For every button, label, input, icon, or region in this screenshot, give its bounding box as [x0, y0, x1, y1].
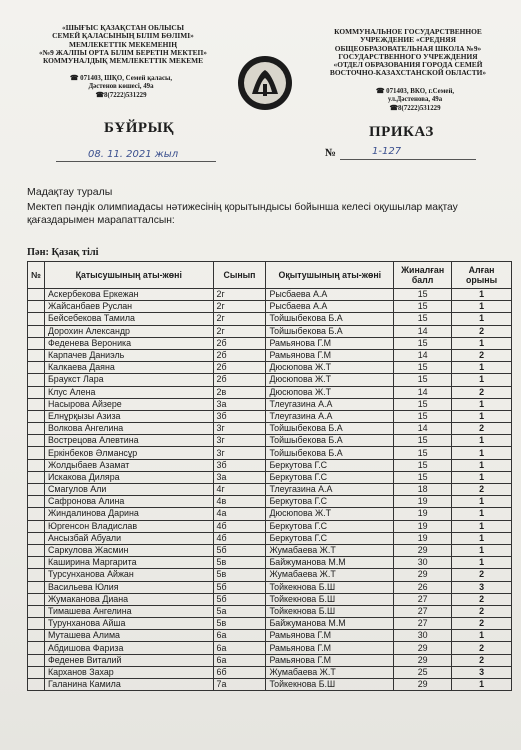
row-number — [28, 435, 45, 447]
title-kz: БҰЙРЫҚ — [104, 120, 175, 136]
table-row — [28, 301, 512, 313]
table-row — [28, 374, 512, 386]
teacher-name: Тойшыбекова Б.А — [266, 325, 394, 337]
header-place: Алған орыны — [452, 262, 512, 289]
teacher-name: Байжуманова М.М — [266, 618, 394, 630]
subject-label: Пән: Қазақ тілі — [27, 247, 99, 258]
score-cell: 25 — [394, 666, 452, 678]
table-row — [28, 325, 512, 337]
class-cell: 2б — [213, 374, 266, 386]
class-cell: 2в — [213, 386, 266, 398]
score-cell: 27 — [394, 605, 452, 617]
class-cell: 5а — [213, 605, 266, 617]
score-cell: 14 — [394, 386, 452, 398]
row-number — [28, 459, 45, 471]
address-icon: ☎ — [375, 88, 387, 95]
participant-name: Сафронова Алина — [44, 496, 213, 508]
teacher-name: Беркутова Г.С — [266, 496, 394, 508]
teacher-name: Беркутова Г.С — [266, 532, 394, 544]
participant-name: Жолдыбаев Азамат — [44, 459, 213, 471]
place-cell: 1 — [452, 374, 512, 386]
row-number — [28, 630, 45, 642]
row-number — [28, 557, 45, 569]
header-left-line: МЕМЛЕКЕТТІК МЕКЕМЕНІҢ — [68, 39, 178, 49]
phone-icon: ☎ — [389, 104, 399, 112]
teacher-name: Рамьянова Г.М — [266, 630, 394, 642]
teacher-name: Байжуманова М.М — [266, 557, 394, 569]
class-cell: 3а — [213, 398, 266, 410]
place-cell: 2 — [452, 325, 512, 337]
score-cell: 19 — [394, 532, 452, 544]
row-number — [28, 301, 45, 313]
table-row — [28, 618, 512, 630]
teacher-name: Жумабаева Ж.Т — [266, 569, 394, 581]
score-cell: 26 — [394, 581, 452, 593]
place-cell: 1 — [452, 459, 512, 471]
place-cell: 1 — [452, 471, 512, 483]
place-cell: 2 — [452, 618, 512, 630]
table-row — [28, 471, 512, 483]
score-cell: 14 — [394, 325, 452, 337]
teacher-name: Тлеугазина А.А — [266, 484, 394, 496]
place-cell: 2 — [452, 605, 512, 617]
class-cell: 4г — [213, 484, 266, 496]
class-cell: 3г — [213, 435, 266, 447]
row-number — [28, 410, 45, 422]
place-cell: 2 — [452, 484, 512, 496]
participant-name: Васильева Юлия — [44, 581, 213, 593]
place-cell: 2 — [452, 423, 512, 435]
row-number — [28, 642, 45, 654]
participant-name: Жиндалинова Дарина — [44, 508, 213, 520]
teacher-name: Рамьянова Г.М — [266, 349, 394, 361]
results-table — [27, 261, 512, 691]
score-cell: 30 — [394, 630, 452, 642]
class-cell: 2б — [213, 362, 266, 374]
table-row — [28, 349, 512, 361]
table-row — [28, 398, 512, 410]
table-row — [28, 557, 512, 569]
teacher-name: Рамьянова Г.М — [266, 642, 394, 654]
table-header-row — [28, 262, 512, 289]
teacher-name: Рамьянова Г.М — [266, 337, 394, 349]
teacher-name: Жумабаева Ж.Т — [266, 666, 394, 678]
class-cell: 4а — [213, 508, 266, 520]
place-cell: 3 — [452, 581, 512, 593]
participant-name: Жумаканова Диана — [44, 593, 213, 605]
table-row — [28, 520, 512, 532]
score-cell: 15 — [394, 398, 452, 410]
row-number — [28, 508, 45, 520]
teacher-name: Тлеугазина А.А — [266, 410, 394, 422]
address-right — [340, 88, 490, 113]
score-cell: 15 — [394, 374, 452, 386]
participant-name: Муташева Алима — [44, 630, 213, 642]
class-cell: 6а — [213, 630, 266, 642]
participant-name: Феденева Вероника — [44, 337, 213, 349]
table-row — [28, 666, 512, 678]
teacher-name: Дюсюпова Ж.Т — [266, 386, 394, 398]
row-number — [28, 337, 45, 349]
row-number — [28, 496, 45, 508]
table-row — [28, 508, 512, 520]
table-row — [28, 679, 512, 691]
participant-name: Волкова Ангелина — [44, 423, 213, 435]
teacher-name: Дюсюпова Ж.Т — [266, 374, 394, 386]
score-cell: 15 — [394, 459, 452, 471]
table-row — [28, 496, 512, 508]
row-number — [28, 605, 45, 617]
place-cell: 1 — [452, 289, 512, 301]
participant-name: Феденев Виталий — [44, 654, 213, 666]
number-label: № — [325, 147, 337, 159]
place-cell: 1 — [452, 532, 512, 544]
score-cell: 15 — [394, 301, 452, 313]
score-cell: 27 — [394, 618, 452, 630]
place-cell: 2 — [452, 593, 512, 605]
score-cell: 15 — [394, 410, 452, 422]
score-cell: 29 — [394, 642, 452, 654]
date-line — [56, 161, 216, 162]
header-left-line: «№9 ЖАЛПЫ ОРТА БІЛІМ БЕРЕТІН МЕКТЕП» — [39, 47, 207, 57]
row-number — [28, 618, 45, 630]
table-row — [28, 642, 512, 654]
teacher-name: Тойшыбекова Б.А — [266, 447, 394, 459]
class-cell: 5в — [213, 569, 266, 581]
participant-name: Галанина Камила — [44, 679, 213, 691]
table-row — [28, 532, 512, 544]
header-right-line: ВОСТОЧНО-КАЗАХСТАНСКОЙ ОБЛАСТИ» — [329, 68, 487, 78]
class-cell: 4б — [213, 532, 266, 544]
header-class: Сынып — [213, 262, 266, 289]
header-left-line: КОММУНАЛДЫҚ МЕМЛЕКЕТТІК МЕКЕМЕ — [42, 56, 204, 66]
place-cell: 1 — [452, 410, 512, 422]
row-number — [28, 679, 45, 691]
place-cell: 2 — [452, 642, 512, 654]
score-cell: 29 — [394, 544, 452, 556]
header-teacher: Оқытушының аты-жөні — [266, 262, 394, 289]
participant-name: Турсунханова Айжан — [44, 569, 213, 581]
row-number — [28, 374, 45, 386]
teacher-name: Тойкекнова Б.Ш — [266, 593, 394, 605]
teacher-name: Беркутова Г.С — [266, 520, 394, 532]
class-cell: 6б — [213, 666, 266, 678]
class-cell: 6а — [213, 654, 266, 666]
score-cell: 15 — [394, 337, 452, 349]
participant-name: Тимашева Ангелина — [44, 605, 213, 617]
row-number — [28, 447, 45, 459]
header-right — [308, 28, 508, 78]
class-cell: 2б — [213, 337, 266, 349]
participant-name: Дорохин Александр — [44, 325, 213, 337]
class-cell: 5б — [213, 593, 266, 605]
teacher-name: Беркутова Г.С — [266, 459, 394, 471]
score-cell: 15 — [394, 289, 452, 301]
teacher-name: Дюсюпова Ж.Т — [266, 362, 394, 374]
table-row — [28, 569, 512, 581]
score-cell: 14 — [394, 349, 452, 361]
score-cell: 15 — [394, 471, 452, 483]
class-cell: 5б — [213, 544, 266, 556]
participant-name: Смагулов Али — [44, 484, 213, 496]
header-left-line: СЕМЕЙ ҚАЛАСЫНЫҢ БІЛІМ БӨЛІМІ» — [52, 31, 194, 41]
participant-name: Саркулова Жасмин — [44, 544, 213, 556]
score-cell: 15 — [394, 313, 452, 325]
score-cell: 30 — [394, 557, 452, 569]
table-row — [28, 423, 512, 435]
score-cell: 15 — [394, 435, 452, 447]
participant-name: Юргенсон Владислав — [44, 520, 213, 532]
table-row — [28, 605, 512, 617]
class-cell: 3б — [213, 410, 266, 422]
row-number — [28, 520, 45, 532]
table-row — [28, 654, 512, 666]
score-cell: 29 — [394, 654, 452, 666]
score-cell: 29 — [394, 679, 452, 691]
table-row — [28, 410, 512, 422]
teacher-name: Рысбаева А.А — [266, 289, 394, 301]
place-cell: 3 — [452, 666, 512, 678]
participant-name: Елнұрқызы Азиза — [44, 410, 213, 422]
class-cell: 7а — [213, 679, 266, 691]
header-participant: Қатысушының аты-жөні — [44, 262, 213, 289]
row-number — [28, 398, 45, 410]
table-row — [28, 386, 512, 398]
header-score: Жиналған балл — [394, 262, 452, 289]
address-right-line: 071403, ВКО, г.Семей, — [386, 88, 455, 95]
address-icon: ☎ — [69, 75, 81, 82]
row-number — [28, 532, 45, 544]
participant-name: Карханов Захар — [44, 666, 213, 678]
row-number — [28, 362, 45, 374]
row-number — [28, 484, 45, 496]
participant-name: Аскербекова Еркежан — [44, 289, 213, 301]
table-row — [28, 593, 512, 605]
teacher-name: Рысбаева А.А — [266, 301, 394, 313]
class-cell: 2г — [213, 301, 266, 313]
row-number — [28, 581, 45, 593]
place-cell: 1 — [452, 447, 512, 459]
address-left-line: 8(7222)531229 — [104, 91, 147, 99]
participant-name: Карпачев Даниэль — [44, 349, 213, 361]
teacher-name: Тлеугазина А.А — [266, 398, 394, 410]
table-row — [28, 313, 512, 325]
teacher-name: Тойкекнова Б.Ш — [266, 581, 394, 593]
score-cell: 15 — [394, 362, 452, 374]
header-right-line: ОБЩЕОБРАЗОВАТЕЛЬНАЯ ШКОЛА №9» — [334, 43, 482, 53]
participant-name: Бейсебекова Тамила — [44, 313, 213, 325]
score-cell: 15 — [394, 447, 452, 459]
header-right-line: «ОТДЕЛ ОБРАЗОВАНИЯ ГОРОДА СЕМЕЙ — [333, 60, 483, 70]
row-number — [28, 654, 45, 666]
participant-name: Абдишова Фариза — [44, 642, 213, 654]
subject-line: Мадақтау туралы — [27, 186, 113, 198]
participant-name: Искакова Диляра — [44, 471, 213, 483]
address-left — [40, 75, 202, 100]
place-cell: 1 — [452, 398, 512, 410]
class-cell: 2г — [213, 313, 266, 325]
place-cell: 1 — [452, 520, 512, 532]
place-cell: 1 — [452, 557, 512, 569]
place-cell: 1 — [452, 337, 512, 349]
address-right-line: ул.Дәстенова, 49а — [387, 96, 443, 104]
table-row — [28, 362, 512, 374]
teacher-name: Тойшыбекова Б.А — [266, 423, 394, 435]
place-cell: 2 — [452, 569, 512, 581]
table-row — [28, 544, 512, 556]
intro-text: Мектеп пәндік олимпиадасы нәтижесінің қорытындысы бойынша келесі оқушылар мақтау қағаздарымен марапатталсын: — [27, 202, 458, 226]
participant-name: Каширина Маргарита — [44, 557, 213, 569]
header-number: № — [28, 262, 45, 289]
address-right-line: 8(7222)531229 — [398, 104, 441, 112]
place-cell: 2 — [452, 349, 512, 361]
row-number — [28, 593, 45, 605]
header-right-line: УЧРЕЖДЕНИЕ «СРЕДНЯЯ — [360, 35, 456, 45]
participant-name: Ансызбай Абуали — [44, 532, 213, 544]
class-cell: 3а — [213, 471, 266, 483]
class-cell: 2г — [213, 325, 266, 337]
table-row — [28, 581, 512, 593]
row-number — [28, 569, 45, 581]
number-line — [340, 159, 476, 160]
place-cell: 1 — [452, 630, 512, 642]
place-cell: 2 — [452, 654, 512, 666]
place-cell: 1 — [452, 508, 512, 520]
teacher-name: Тойшыбекова Б.А — [266, 435, 394, 447]
place-cell: 1 — [452, 435, 512, 447]
header-right-line: КОММУНАЛЬНОЕ ГОСУДАРСТВЕННОЕ — [334, 27, 482, 36]
class-cell: 3б — [213, 459, 266, 471]
school-emblem-icon — [236, 54, 294, 112]
row-number — [28, 471, 45, 483]
class-cell: 6а — [213, 642, 266, 654]
table-row — [28, 337, 512, 349]
table-row — [28, 630, 512, 642]
row-number — [28, 544, 45, 556]
table-row — [28, 447, 512, 459]
table-row — [28, 459, 512, 471]
participant-name: Жайсанбаев Руслан — [44, 301, 213, 313]
row-number — [28, 289, 45, 301]
row-number — [28, 666, 45, 678]
place-cell: 1 — [452, 313, 512, 325]
header-right-line: ГОСУДАРСТВЕННОГО УЧРЕЖДЕНИЯ — [338, 51, 478, 61]
table-row — [28, 484, 512, 496]
class-cell: 3г — [213, 447, 266, 459]
place-cell: 1 — [452, 544, 512, 556]
score-cell: 19 — [394, 496, 452, 508]
table-row — [28, 435, 512, 447]
place-cell: 1 — [452, 301, 512, 313]
row-number — [28, 386, 45, 398]
participant-name: Турунханова Айша — [44, 618, 213, 630]
row-number — [28, 325, 45, 337]
address-left-line: 071403, ШҚО, Семей қаласы, — [80, 75, 173, 82]
teacher-name: Жумабаева Ж.Т — [266, 544, 394, 556]
teacher-name: Дюсюпова Ж.Т — [266, 508, 394, 520]
row-number — [28, 423, 45, 435]
participant-name: Браукст Лара — [44, 374, 213, 386]
score-cell: 18 — [394, 484, 452, 496]
handwritten-date: 08. 11. 2021 жыл — [88, 149, 179, 160]
participant-name: Насырова Айзере — [44, 398, 213, 410]
phone-icon: ☎ — [95, 91, 105, 99]
participant-name: Клус Алена — [44, 386, 213, 398]
header-left — [20, 24, 226, 65]
class-cell: 5в — [213, 557, 266, 569]
teacher-name: Тойкекнова Б.Ш — [266, 605, 394, 617]
place-cell: 1 — [452, 679, 512, 691]
score-cell: 19 — [394, 520, 452, 532]
teacher-name: Рамьянова Г.М — [266, 654, 394, 666]
teacher-name: Тойшыбекова Б.А — [266, 313, 394, 325]
row-number — [28, 313, 45, 325]
table-body — [28, 289, 512, 691]
header-left-line: «ШЫҒЫС ҚАЗАҚСТАН ОБЛЫСЫ — [62, 23, 184, 32]
score-cell: 27 — [394, 593, 452, 605]
participant-name: Калкаева Даяна — [44, 362, 213, 374]
class-cell: 3г — [213, 423, 266, 435]
class-cell: 5б — [213, 581, 266, 593]
participant-name: Еркінбеков Әлмансұр — [44, 447, 213, 459]
table-row — [28, 289, 512, 301]
row-number — [28, 349, 45, 361]
address-left-line: Дәстенов көшесі, 49а — [88, 83, 154, 91]
place-cell: 2 — [452, 386, 512, 398]
score-cell: 19 — [394, 508, 452, 520]
place-cell: 1 — [452, 496, 512, 508]
class-cell: 2б — [213, 349, 266, 361]
teacher-name: Беркутова Г.С — [266, 471, 394, 483]
participant-name: Вострецова Алевтина — [44, 435, 213, 447]
class-cell: 4в — [213, 496, 266, 508]
class-cell: 4б — [213, 520, 266, 532]
score-cell: 14 — [394, 423, 452, 435]
score-cell: 29 — [394, 569, 452, 581]
handwritten-number: 1-127 — [372, 146, 402, 157]
class-cell: 5в — [213, 618, 266, 630]
place-cell: 1 — [452, 362, 512, 374]
title-ru: ПРИКАЗ — [369, 124, 434, 140]
class-cell: 2г — [213, 289, 266, 301]
teacher-name: Тойкекнова Б.Ш — [266, 679, 394, 691]
